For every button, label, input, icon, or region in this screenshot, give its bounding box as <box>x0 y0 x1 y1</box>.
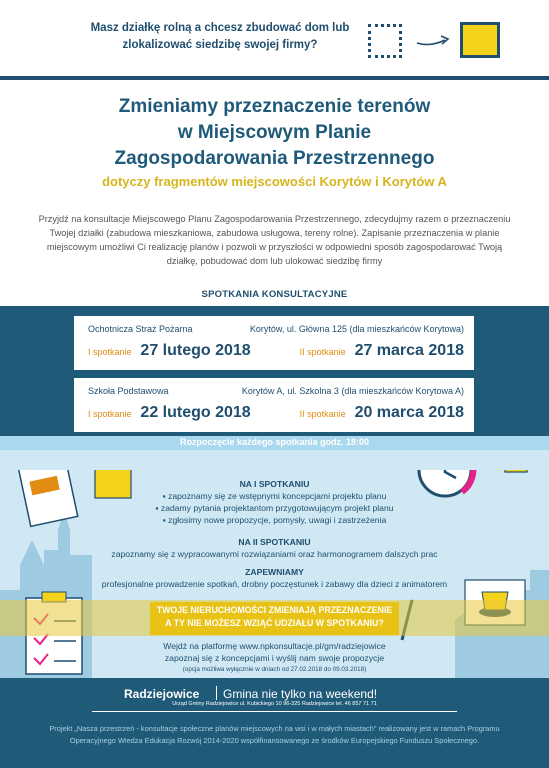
logo-separator <box>216 686 217 700</box>
headline-line-1: Zmieniamy przeznaczenie terenów <box>118 96 431 117</box>
divider <box>92 711 457 712</box>
intro-text: Przyjdź na konsultacje Miejscowego Planu Zagospodarowania Przestrzennego, zdecydujmy razem o przeznaczeniu Twojej działki (zabudowa mieszkaniowa, zabudowa usługowa, tereny rolne). Zapisanie przeznaczenia w planie miejscowym umożliwi Ci realizację planów i pozwoli w przyszłości w odpowiedni sposób zagospodarować Twoją działkę, pobudować dom lub ulokować siedzibę firmy <box>38 214 511 266</box>
second-meeting-label: II spotkanie <box>299 409 346 419</box>
list-item: ▪ zgłosimy nowe propozycje, pomysły, uwagi i zastrzeżenia <box>162 515 387 525</box>
office-address: Urząd Gminy Radziejowice ul. Kubickiego 10 96-325 Radziejowice tel. 46 857 71 71 <box>172 701 377 707</box>
online-banner <box>0 600 549 636</box>
banner-line-1: TWOJE NIERUCHOMOŚCI ZMIENIAJĄ PRZEZNACZENIE <box>156 605 393 615</box>
first-meeting-date: 27 lutego 2018 <box>140 342 251 359</box>
guarantee-section <box>90 566 459 590</box>
second-meeting-text: zapoznamy się z wypracowanymi rozwiązaniami oraz harmonogramem dalszych prac <box>111 549 438 559</box>
online-note: (opcja możliwa wyłącznie w dniach od 27.02.2018 do 09.03.2018) <box>182 666 367 673</box>
list-item: ▪ zapoznamy się ze wstępnymi koncepcjami projektu planu <box>162 491 387 501</box>
top-divider <box>0 76 549 80</box>
meeting-place: Szkoła Podstawowa <box>88 386 169 396</box>
first-meeting-section <box>90 478 459 526</box>
meeting-card-korytow <box>74 316 474 370</box>
logo-name: Radziejowice <box>124 687 200 701</box>
meeting-card-korytow-a <box>74 378 474 432</box>
start-time: Rozpoczęcie każdego spotkania godz. 18:00 <box>179 437 370 447</box>
meeting-place: Ochotnicza Straż Pożarna <box>88 324 193 334</box>
banner-line-2: A TY NIE MOŻESZ WZIĄĆ UDZIAŁU W SPOTKANIU? <box>165 618 384 628</box>
headline-line-3: Zagospodarowania Przestrzennego <box>114 148 435 169</box>
headline-subtitle: dotyczy fragmentów miejscowości Korytów i Korytów A <box>102 174 447 189</box>
first-meeting-label: I spotkanie <box>88 409 132 419</box>
logo-slogan: Gmina nie tylko na weekend! <box>223 687 378 701</box>
first-meeting-heading: NA I SPOTKANIU <box>239 479 310 489</box>
dotted-square-icon <box>368 24 402 58</box>
arrow-right-icon <box>415 34 451 48</box>
second-meeting-date: 20 marca 2018 <box>354 404 464 421</box>
yellow-square-icon <box>460 22 500 58</box>
platform-link[interactable]: Wejdź na platformę www.npkonsultacje.pl/gm/radziejowice <box>163 641 386 651</box>
second-meeting-label: II spotkanie <box>299 347 346 357</box>
meetings-title: SPOTKANIA KONSULTACYJNE <box>201 289 348 300</box>
footer-text: Projekt „Nasza przestrzeń - konsultacje społeczne planów miejscowych na wsi i w małych miastach" realizowany jest w ramach Programu Operacyjnego Wiedza Edukacja Rozwój 2014-2020 współfinansowanego ze środków Europejskiego Funduszu Społecznego. <box>49 724 500 745</box>
meeting-address: Korytów A, ul. Szkolna 3 (dla mieszkańców Korytowa A) <box>241 386 464 396</box>
first-meeting-date: 22 lutego 2018 <box>140 404 251 421</box>
top-banner <box>0 0 549 76</box>
second-meeting-date: 27 marca 2018 <box>354 342 464 359</box>
meeting-address: Korytów, ul. Główna 125 (dla mieszkańców Korytowa) <box>249 324 464 334</box>
list-item: ▪ zadamy pytania projektantom przygotowującym projekt planu <box>155 503 394 513</box>
guarantee-text: profesjonalne prowadzenie spotkań, drobny poczęstunek i zabawy dla dzieci z animatorem <box>101 579 448 589</box>
footer <box>0 713 549 768</box>
online-line-2: zapoznaj się z koncepcjami i wyślij nam swoje propozycje <box>164 653 385 663</box>
guarantee-heading: ZAPEWNIAMY <box>245 567 304 577</box>
first-meeting-label: I spotkanie <box>88 347 132 357</box>
headline <box>0 94 549 189</box>
top-question: Masz działkę rolną a chcesz zbudować dom lub zlokalizować siedzibę swojej firmy? <box>90 22 350 51</box>
second-meeting-section <box>90 536 459 560</box>
headline-line-2: w Miejscowym Planie <box>177 122 372 143</box>
second-meeting-heading: NA II SPOTKANIU <box>238 537 311 547</box>
online-info <box>90 640 459 676</box>
